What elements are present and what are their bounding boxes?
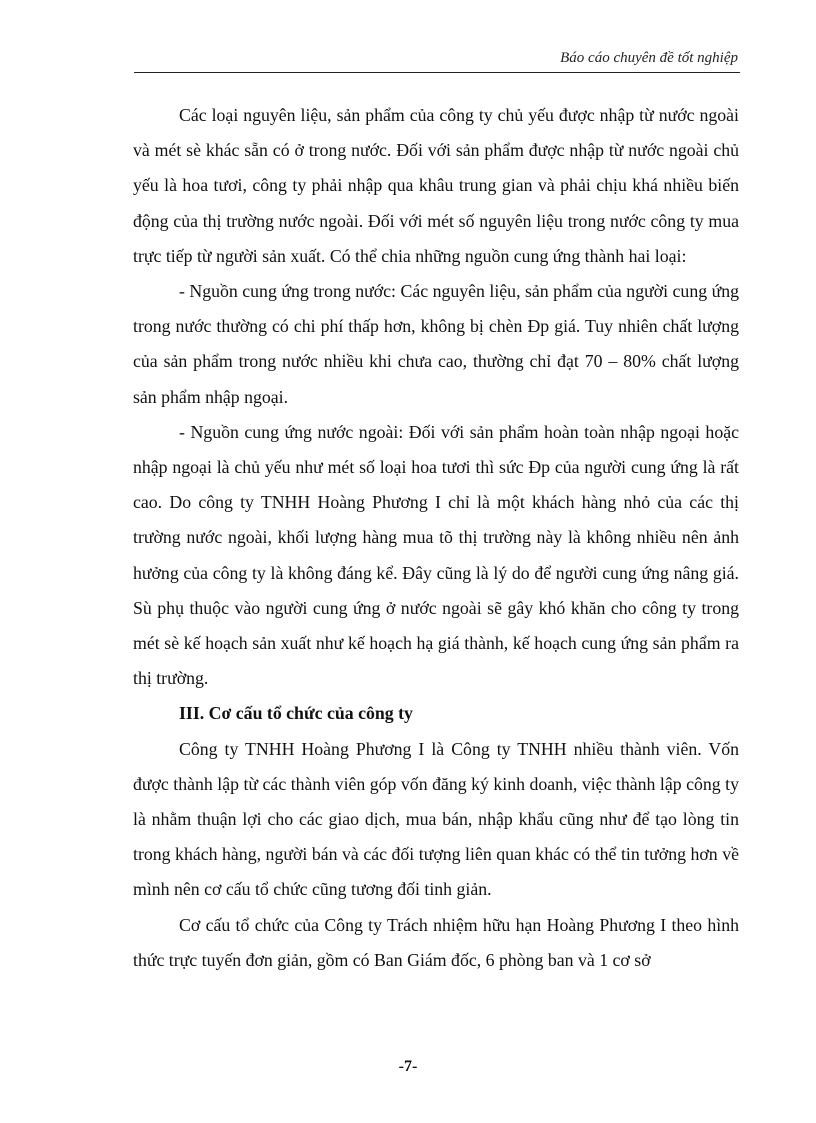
paragraph-org-structure: Cơ cấu tổ chức của Công ty Trách nhiệm hữu hạn Hoàng Phương I theo hình thức trực tuyến đơn giản, gồm có Ban Giám đốc, 6 phòng ban và 1 cơ sở [133,914,739,970]
header-title: Báo cáo chuyên đề tốt nghiệp [560,50,738,66]
paragraph-company-overview: Công ty TNHH Hoàng Phương I là Công ty TNHH nhiều thành viên. Vốn được thành lập từ các thành viên góp vốn đăng ký kinh doanh, việc thành lập công ty là nhằm thuận lợi cho các giao dịch, mua bán, nhập khẩu cũng như để tạo lòng tin trong khách hàng, người bán và các đối tượng liên quan khác có thể tin tưởng hơn về mình nên cơ cấu tổ chức cũng tương đối tinh giản. [133,738,739,900]
paragraph-domestic-supply: - Nguồn cung ứng trong nước: Các nguyên liệu, sản phẩm của người cung ứng trong nước thường có chi phí thấp hơn, không bị chèn Đp giá. Tuy nhiên chất lượng của sản phẩm trong nước nhiều khi chưa cao, thường chỉ đạt 70 – 80% chất lượng sản phẩm nhập ngoại. [133,281,739,407]
paragraph-foreign-supply: - Nguồn cung ứng nước ngoài: Đối với sản phẩm hoàn toàn nhập ngoại hoặc nhập ngoại là chủ yếu như mét số loại hoa tươi thì sức Đp của người cung ứng là rất cao. Do công ty TNHH Hoàng Phương I chỉ là một khách hàng nhỏ của các thị trường nước ngoài, khối lượng hàng mua tõ thị trường này là không nhiều nên ảnh hưởng của công ty là không đáng kể. Đây cũng là lý do để người cung ứng nâng giá. Sù phụ thuộc vào người cung ứng ở nước ngoài sẽ gây khó khăn cho công ty trong mét sè kế hoạch sản xuất như kế hoạch hạ giá thành, kế hoạch cung ứng sản phẩm ra thị trường. [133,421,739,689]
section-heading: III. Cơ cấu tổ chức của công ty [179,703,413,724]
page-number: -7- [398,1058,418,1075]
document-body [133,98,739,978]
paragraph-raw-materials: Các loại nguyên liệu, sản phẩm của công ty chủ yếu được nhập từ nước ngoài và mét sè khác sẵn có ở trong nước. Đối với sản phẩm được nhập từ nước ngoài chủ yếu là hoa tươi, công ty phải nhập qua khâu trung gian và phải chịu khá nhiều biến động của thị trường nước ngoài. Đối với mét số nguyên liệu trong nước công ty mua trực tiếp từ người sản xuất. Có thể chia những nguồn cung ứng thành hai loại: [133,105,739,266]
header-divider [134,72,740,73]
